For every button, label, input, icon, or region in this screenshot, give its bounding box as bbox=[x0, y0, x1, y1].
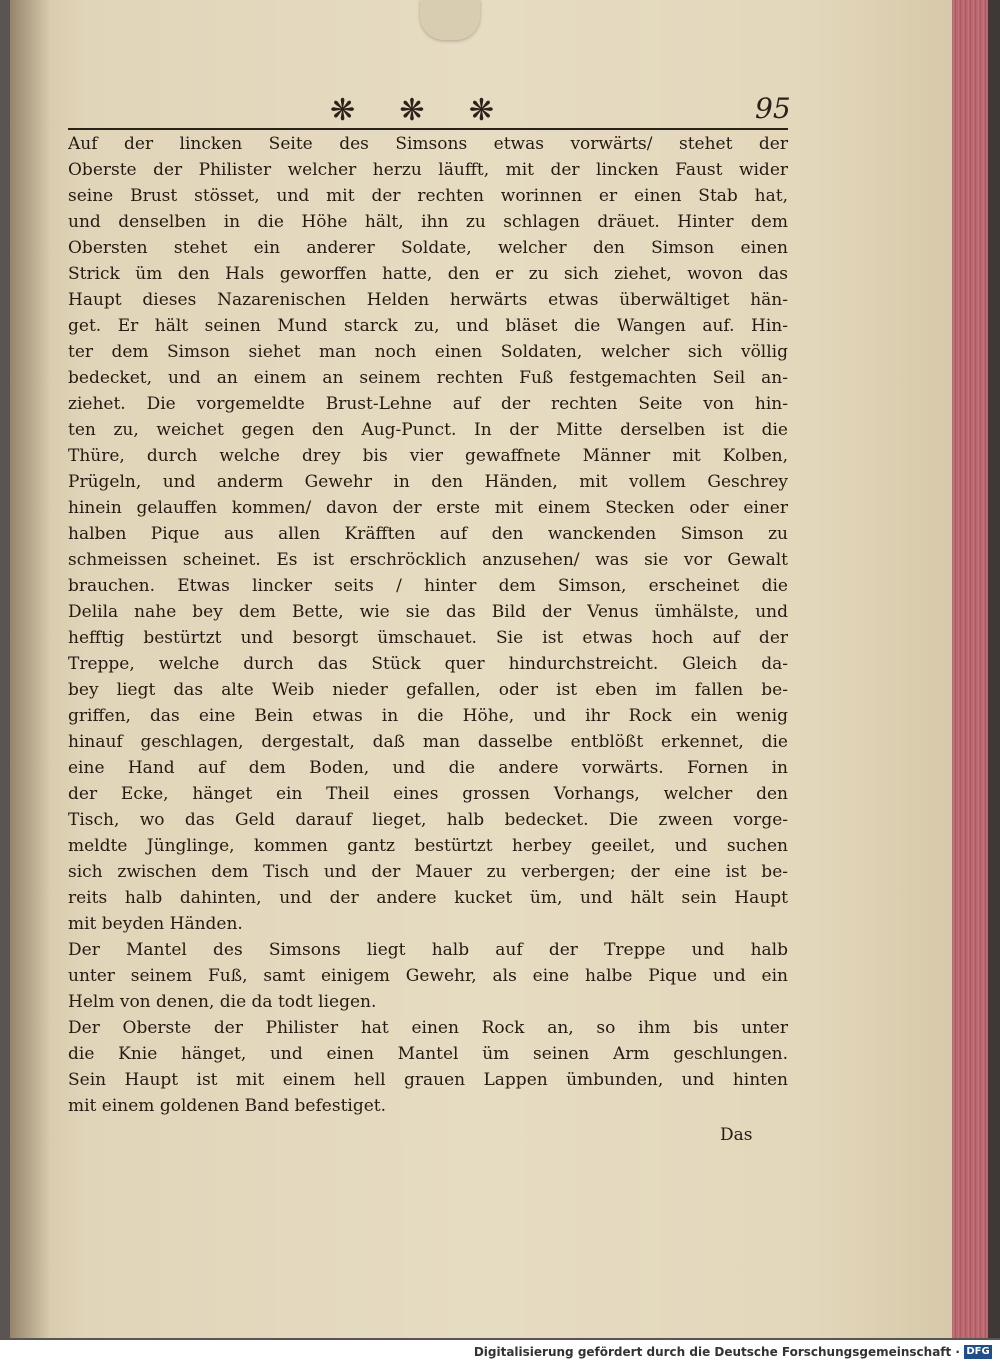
text-line: bedecket, und an einem an seinem rechten Fuß festgemachten Seil an- bbox=[68, 368, 788, 388]
dfg-logo: DFG bbox=[964, 1345, 992, 1359]
text-line: ten zu, weichet gegen den Aug-Punct. In der Mitte derselben ist die bbox=[68, 420, 788, 440]
text-line: und denselben in die Höhe hält, ihn zu schlagen dräuet. Hinter dem bbox=[68, 212, 788, 232]
text-line: griffen, das eine Bein etwas in die Höhe, und ihr Rock ein wenig bbox=[68, 706, 788, 726]
text-line: eine Hand auf dem Boden, und die andere vorwärts. Fornen in bbox=[68, 758, 788, 778]
ornament-glyph: ❋ bbox=[468, 92, 500, 128]
ornament-glyph: ❋ bbox=[330, 92, 362, 128]
book-cover-edge bbox=[988, 0, 1000, 1338]
body-text bbox=[68, 131, 788, 1119]
text-line: Delila nahe bey dem Bette, wie sie das Bild der Venus ümhälste, und bbox=[68, 602, 788, 622]
text-line: Der Oberste der Philister hat einen Rock an, so ihm bis unter bbox=[68, 1018, 788, 1038]
text-line: ziehet. Die vorgemeldte Brust-Lehne auf der rechten Seite von hin- bbox=[68, 394, 788, 414]
text-line: hinein gelauffen kommen/ davon der erste mit einem Stecken oder einer bbox=[68, 498, 788, 518]
text-line: Oberste der Philister welcher herzu läufft, mit der lincken Faust wider bbox=[68, 160, 788, 180]
footer-credit: Digitalisierung gefördert durch die Deutsche Forschungsgemeinschaft · bbox=[473, 1345, 960, 1359]
page-number: 95 bbox=[755, 92, 791, 125]
text-line: Strick üm den Hals geworffen hatte, den er zu sich ziehet, wovon das bbox=[68, 264, 788, 284]
ornament-glyph: ❋ bbox=[399, 92, 431, 128]
text-line: Haupt dieses Nazarenischen Helden herwärts etwas überwältiget hän- bbox=[68, 290, 788, 310]
text-line: die Knie hänget, und einen Mantel üm seinen Arm geschlungen. bbox=[68, 1044, 788, 1064]
text-line: unter seinem Fuß, samt einigem Gewehr, als eine halbe Pique und ein bbox=[68, 966, 788, 986]
text-line: brauchen. Etwas lincker seits / hinter dem Simson, erscheinet die bbox=[68, 576, 788, 596]
text-line: bey liegt das alte Weib nieder gefallen, oder ist eben im fallen be- bbox=[68, 680, 788, 700]
text-line: meldte Jünglinge, kommen gantz bestürtzt herbey geeilet, und suchen bbox=[68, 836, 788, 856]
text-line: schmeissen scheinet. Es ist erschröcklich anzusehen/ was sie vor Gewalt bbox=[68, 550, 788, 570]
gutter-shadow bbox=[10, 0, 50, 1338]
text-line: der Ecke, hänget ein Theil eines grossen Vorhangs, welcher den bbox=[68, 784, 788, 804]
catchword: Das bbox=[720, 1125, 753, 1145]
text-line: Prügeln, und anderm Gewehr in den Händen, mit vollem Geschrey bbox=[68, 472, 788, 492]
text-line: Tisch, wo das Geld darauf lieget, halb bedecket. Die zween vorge- bbox=[68, 810, 788, 830]
text-line: mit einem goldenen Band befestiget. bbox=[68, 1096, 387, 1116]
page-edge bbox=[952, 0, 990, 1338]
text-line: ter dem Simson siehet man noch einen Soldaten, welcher sich völlig bbox=[68, 342, 788, 362]
text-line: sich zwischen dem Tisch und der Mauer zu verbergen; der eine ist be- bbox=[68, 862, 788, 882]
text-line: Obersten stehet ein anderer Soldate, welcher den Simson einen bbox=[68, 238, 788, 258]
text-line: halben Pique aus allen Kräfften auf den wanckenden Simson zu bbox=[68, 524, 788, 544]
header-ornament bbox=[330, 92, 500, 128]
text-line: Auf der lincken Seite des Simsons etwas vorwärts/ stehet der bbox=[68, 134, 788, 154]
text-line: mit beyden Händen. bbox=[68, 914, 243, 934]
text-line: Helm von denen, die da todt liegen. bbox=[68, 992, 377, 1012]
text-line: reits halb dahinten, und der andere kucket üm, und hält sein Haupt bbox=[68, 888, 788, 908]
text-line: Der Mantel des Simsons liegt halb auf der Treppe und halb bbox=[68, 940, 788, 960]
text-line: Sein Haupt ist mit einem hell grauen Lappen ümbunden, und hinten bbox=[68, 1070, 788, 1090]
text-line: seine Brust stösset, und mit der rechten worinnen er einen Stab hat, bbox=[68, 186, 788, 206]
page-clip bbox=[420, 0, 480, 40]
text-line: hinauf geschlagen, dergestalt, daß man dasselbe entblößt erkennet, die bbox=[68, 732, 788, 752]
text-line: Treppe, welche durch das Stück quer hindurchstreicht. Gleich da- bbox=[68, 654, 788, 674]
header-rule bbox=[68, 128, 788, 130]
text-line: get. Er hält seinen Mund starck zu, und bläset die Wangen auf. Hin- bbox=[68, 316, 788, 336]
text-line: Thüre, durch welche drey bis vier gewaffnete Männer mit Kolben, bbox=[68, 446, 788, 466]
text-line: hefftig bestürtzt und besorgt ümschauet. Sie ist etwas hoch auf der bbox=[68, 628, 788, 648]
